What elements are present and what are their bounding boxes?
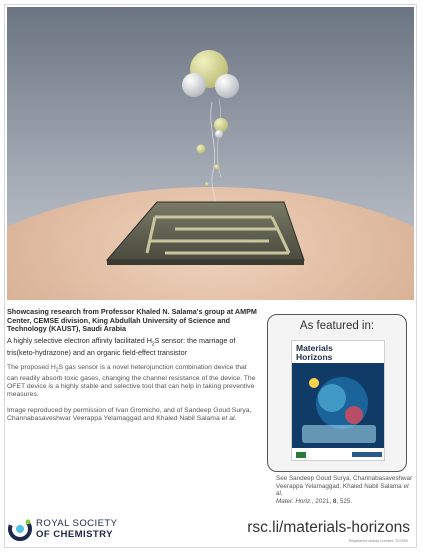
article-headline: A highly selective electron affinity facilitated $H_2S$ sensor: the marriage of tris(keto-hydrazone) and an organic field-effect transistor [7, 335, 236, 357]
featured-box [267, 314, 407, 472]
journal-url[interactable]: rsc.li/materials-horizons [247, 519, 410, 536]
citation-text: See Sandeep Goud Surya, Channabasaveshwar Veerappa Yelamaggad, Khaled Nabil Salama et al, Mater. Horiz., 2021, 8, 525. [276, 475, 413, 505]
journal-cover-art [292, 363, 385, 461]
showcase-text: Showcasing research from Professor Khaled N. Salama's group at AMPM Center, CEMSE division, King Abdullah University of Science and Technology (KAUST), Saudi Arabia [7, 307, 257, 334]
footer [7, 510, 414, 546]
rsc-logo-text: ROYAL SOCIETY OF CHEMISTRY [36, 518, 118, 540]
article-summary: The proposed $H_2S$ gas sensor is a novel heterojunction combination device that can readily absorb toxic gases, changing the channel resistance of the device. The OFET device is a highly stable and selective tool that can help in taking preventive measures. [7, 364, 256, 399]
rsc-logo[interactable] [7, 516, 147, 542]
featured-title: As featured in: [299, 320, 375, 332]
cover-image [7, 7, 414, 300]
charity-number: Registered charity number: 207890 [348, 539, 408, 543]
sensor-illustration [7, 7, 414, 300]
image-credit: Image reproduced by permission of Ivan Gromicho, and of Sandeep Goud Surya, Channabasaveshwar Veerappa Yelamaggad and Khaled Nabil Salama et al. [7, 406, 252, 422]
rsc-logo-icon [7, 516, 33, 542]
journal-name: Materials Horizons [296, 343, 333, 362]
journal-cover-thumbnail[interactable] [291, 340, 385, 461]
description-column [7, 308, 257, 423]
